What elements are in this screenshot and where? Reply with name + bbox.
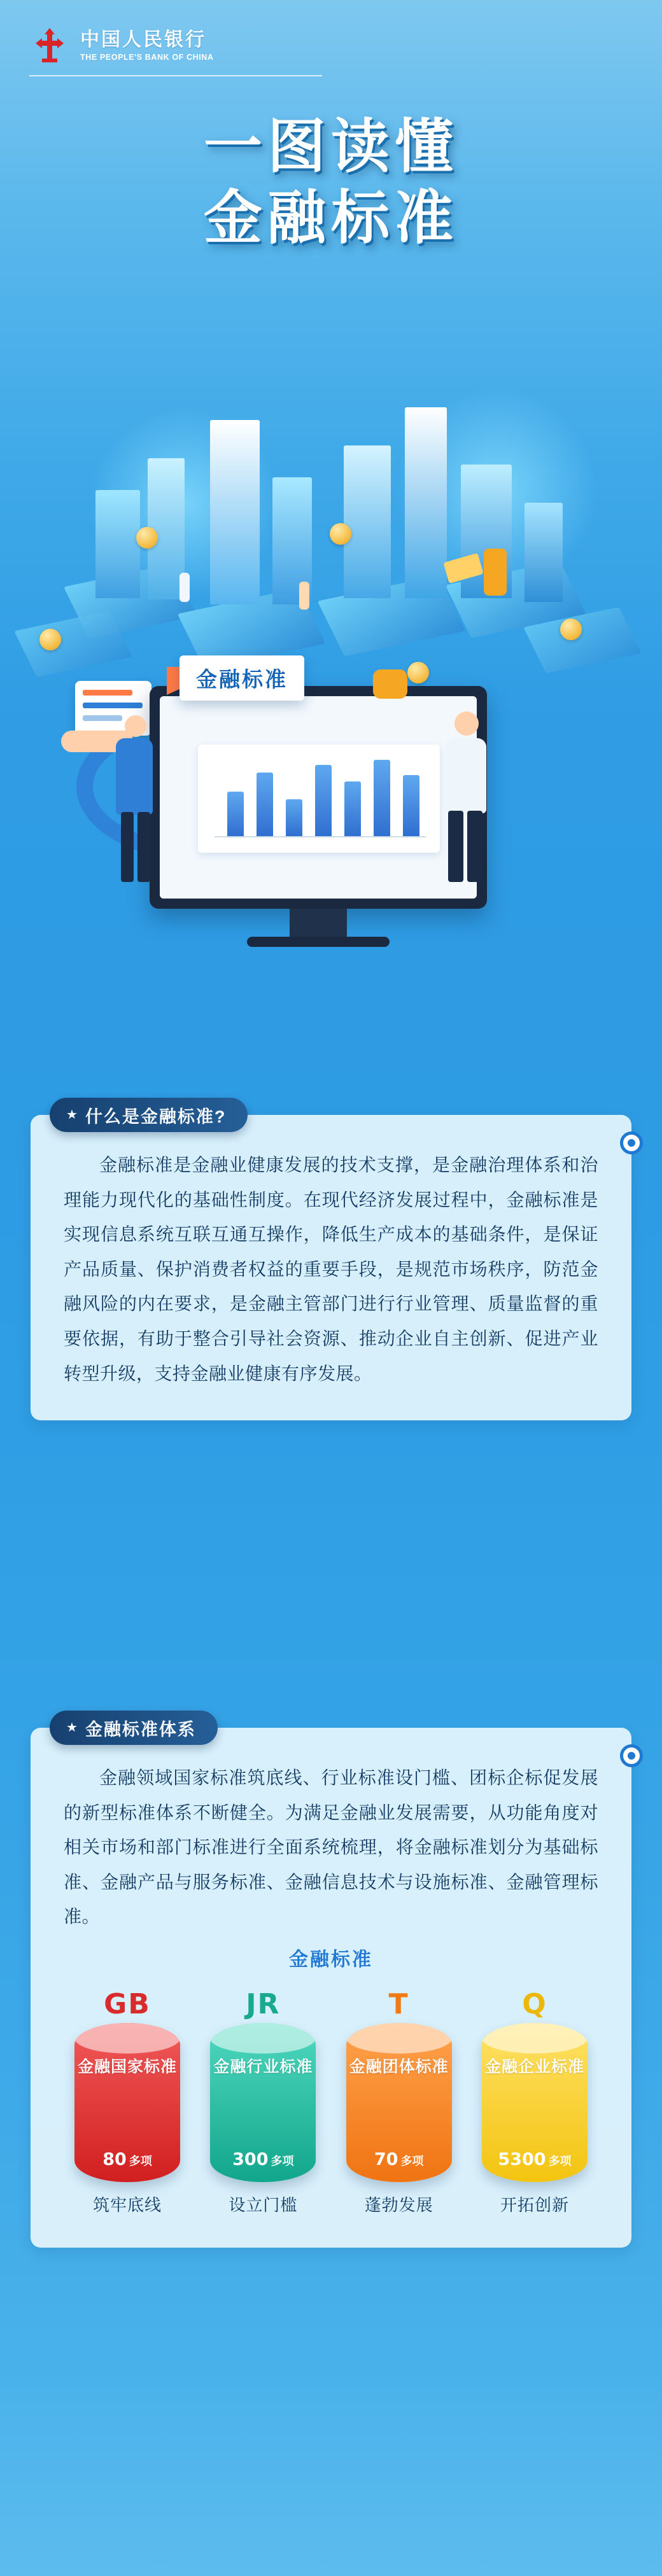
- person-left-body: [116, 738, 153, 815]
- section-1-dot-icon: [620, 1131, 643, 1154]
- building-1: [95, 490, 140, 598]
- cylinder-caption-t: 蓬勃发展: [364, 2195, 433, 2215]
- person-right-leg-2: [467, 811, 482, 882]
- section-1-heading-text: 什么是金融标准?: [85, 1107, 227, 1126]
- platform-5: [14, 611, 132, 677]
- cylinder-letter-jr: JR: [246, 1987, 281, 2020]
- coin-4: [560, 619, 582, 640]
- person-right-body: [446, 738, 486, 813]
- header-divider: [29, 75, 322, 76]
- chart-bar-4: [315, 765, 332, 836]
- brand-name-cn: 中国人民银行: [80, 29, 206, 51]
- chart-bar-2: [257, 773, 273, 836]
- cylinder-count-t: [346, 2150, 452, 2169]
- tablet-stripe-3: [83, 715, 122, 721]
- section-1-card: [31, 1115, 631, 1420]
- star-icon: ★: [66, 1108, 78, 1122]
- cylinder-body-jr: [210, 2023, 316, 2182]
- brand-header: [29, 25, 214, 66]
- building-3: [210, 420, 260, 605]
- title-line-2: 金融标准: [203, 184, 458, 253]
- section-1-paragraph: 金融标准是金融业健康发展的技术支撑，是金融治理体系和治理能力现代化的基础性制度。在现代经济发展过程中，金融标准是实现信息系统互联互通互操作，降低生产成本的基础条件，是保证产品质量、保护消费者权益的重要手段，是规范市场秩序，防范金融风险的内在要求，是金融主管部门进行行业管理、质量监督的重要依据，有助于整合引导社会资源、推动企业自主创新、促进产业转型升级，支持金融业健康有序发展。: [64, 1155, 598, 1383]
- person-tiny-1: [180, 573, 190, 602]
- monitor: [150, 686, 487, 909]
- building-6: [405, 407, 447, 598]
- cylinder-label-t: 金融团体标准: [349, 2057, 449, 2076]
- section-2-dot-icon: [620, 1744, 643, 1767]
- cylinder-item-gb: [65, 1988, 190, 2216]
- person-left-leg-1: [121, 812, 134, 882]
- cylinder-unit-t: 多项: [400, 2154, 424, 2167]
- brand-text-block: [80, 30, 214, 62]
- star-icon: ★: [66, 1721, 78, 1735]
- cylinder-chart: [59, 1988, 603, 2216]
- illustration-banner-label: 金融标准: [180, 655, 304, 701]
- coin-3: [330, 523, 351, 545]
- cylinder-label-gb: 金融国家标准: [77, 2057, 177, 2076]
- hero-illustration: [0, 382, 662, 1056]
- cylinder-item-t: [337, 1988, 461, 2216]
- cylinder-letter-q: Q: [522, 1987, 547, 2020]
- tablet-stripe-2: [83, 703, 143, 708]
- section-2-body: [31, 1728, 631, 1941]
- tablet-stripe-1: [83, 690, 132, 696]
- chart-bar-5: [344, 781, 361, 836]
- chart-bar-1: [227, 792, 244, 836]
- coin-2: [136, 527, 158, 549]
- cylinder-caption-q: 开拓创新: [500, 2195, 569, 2215]
- person-left-head: [125, 715, 146, 737]
- cylinder-letter-t: T: [388, 1987, 409, 2020]
- cylinder-value-gb: 80: [102, 2149, 127, 2169]
- standard-system-block: [31, 1943, 631, 2241]
- bar-chart: [198, 745, 440, 853]
- brand-name-en: THE PEOPLE'S BANK OF CHINA: [80, 52, 214, 62]
- section-1-heading: [50, 1098, 248, 1132]
- coin-1: [39, 629, 61, 650]
- cylinder-letter-gb: GB: [104, 1987, 151, 2020]
- cylinder-unit-q: 多项: [548, 2154, 572, 2167]
- monitor-screen: [160, 696, 477, 899]
- cylinder-unit-gb: 多项: [129, 2154, 152, 2167]
- cylinder-caption-jr: 设立门槛: [229, 2195, 298, 2215]
- person-left-leg-2: [137, 812, 150, 882]
- section-1-body: [31, 1115, 631, 1420]
- coin-5: [407, 662, 429, 683]
- cylinder-value-jr: 300: [232, 2149, 269, 2169]
- standard-system-title: 金融标准: [289, 1949, 373, 1970]
- pbc-logo-icon: [29, 25, 70, 66]
- person-right-leg-1: [448, 811, 463, 882]
- section-2-heading-text: 金融标准体系: [85, 1719, 196, 1739]
- person-right-head: [454, 711, 479, 736]
- building-8: [525, 503, 563, 602]
- cylinder-unit-jr: 多项: [271, 2154, 294, 2167]
- person-tiny-2: [299, 582, 309, 610]
- person-with-card: [484, 549, 507, 596]
- cylinder-count-jr: [210, 2150, 316, 2169]
- cylinder-body-t: [346, 2023, 452, 2182]
- cylinder-body-q: [482, 2023, 588, 2182]
- monitor-stand: [290, 909, 347, 938]
- cylinder-label-jr: 金融行业标准: [213, 2057, 313, 2076]
- chart-bar-6: [374, 760, 390, 836]
- cylinder-caption-gb: 筑牢底线: [92, 2195, 162, 2215]
- title-line-1: 一图读懂: [203, 113, 458, 181]
- chart-bar-3: [286, 799, 302, 836]
- section-2-paragraph: 金融领域国家标准筑底线、行业标准设门槛、团标企标促发展的新型标准体系不断健全。为满足金融业发展需要，从功能角度对相关市场和部门标准进行全面系统梳理，将金融标准划分为基础标准、金融产品与服务标准、金融信息技术与设施标准、金融管理标准。: [64, 1768, 598, 1927]
- cylinder-item-jr: [201, 1988, 325, 2216]
- person-seated: [373, 669, 407, 699]
- chart-axis: [215, 836, 426, 837]
- section-2-heading: [50, 1711, 218, 1745]
- chart-bar-7: [403, 775, 419, 836]
- cylinder-count-q: [482, 2150, 588, 2169]
- cylinder-value-q: 5300: [498, 2149, 546, 2169]
- cylinder-value-t: 70: [374, 2149, 398, 2169]
- section-2-card: [31, 1728, 631, 2248]
- cylinder-body-gb: [74, 2023, 180, 2182]
- building-5: [344, 445, 391, 598]
- cylinder-item-q: [472, 1988, 597, 2216]
- monitor-base: [247, 937, 390, 947]
- cylinder-count-gb: [74, 2150, 180, 2169]
- cylinder-label-q: 金融企业标准: [484, 2057, 584, 2076]
- page-title: [0, 111, 662, 254]
